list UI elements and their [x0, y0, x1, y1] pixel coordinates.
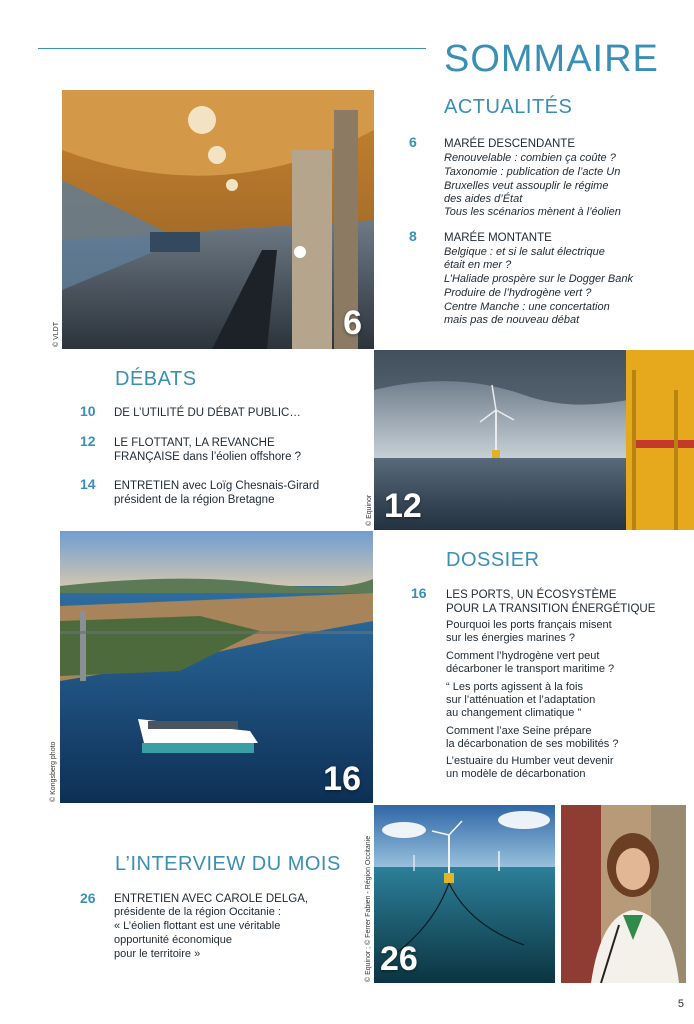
entry-heading-entretien-bretagne-line2: président de la région Bretagne	[114, 494, 275, 506]
photo-credit-turbine: © Equinor	[366, 494, 373, 526]
photo-credit-farm: © Equinor ; © Ferrer Fabien - Région Occitanie	[365, 835, 372, 982]
entry-item: Comment l’hydrogène vert peut	[446, 650, 600, 662]
entry-item: un modèle de décarbonation	[446, 768, 586, 780]
photo-page-number-airport: 6	[343, 304, 362, 342]
entry-heading-entretien-delga: ENTRETIEN AVEC CAROLE DELGA,	[114, 893, 309, 905]
entry-item: opportunité économique	[114, 934, 233, 946]
photo-airport	[62, 90, 374, 349]
entry-item: pour le territoire »	[114, 948, 201, 960]
entry-number-26: 26	[80, 890, 96, 906]
photo-floating-wind-farm	[374, 805, 555, 983]
entry-heading-flottant: LE FLOTTANT, LA REVANCHE	[114, 437, 275, 449]
photo-page-number-turbine: 12	[384, 487, 422, 525]
photo-floating-turbine	[374, 350, 694, 530]
entry-heading-entretien-bretagne: ENTRETIEN avec Loïg Chesnais-Girard	[114, 480, 320, 492]
portrait-illustration	[561, 805, 686, 983]
entry-item: Centre Manche : une concertation	[444, 301, 610, 313]
entry-item: présidente de la région Occitanie :	[114, 906, 281, 918]
entry-number-8: 8	[409, 228, 417, 244]
header-rule	[38, 48, 426, 49]
entry-heading-ports: LES PORTS, UN ÉCOSYSTÈME	[446, 589, 617, 601]
entry-heading-debat-public: DE L’UTILITÉ DU DÉBAT PUBLIC…	[114, 407, 301, 419]
photo-credit-port: © Kongsberg photo	[50, 741, 57, 802]
entry-item: L’estuaire du Humber veut devenir	[446, 755, 614, 767]
turbine-illustration	[374, 350, 694, 530]
entry-heading-maree-descendante: MARÉE DESCENDANTE	[444, 138, 575, 150]
page-title: SOMMAIRE	[444, 38, 659, 80]
section-title-debats: DÉBATS	[115, 368, 197, 390]
entry-item: la décarbonation de ses mobilités ?	[446, 738, 619, 750]
entry-item: Taxonomie : publication de l’acte Un	[444, 166, 621, 178]
entry-item: « L’éolien flottant est une véritable	[114, 920, 281, 932]
entry-item: sur l’atténuation et l’adaptation	[446, 694, 596, 706]
entry-heading-ports-line2: POUR LA TRANSITION ÉNERGÉTIQUE	[446, 603, 656, 615]
entry-heading-flottant-line2: FRANÇAISE dans l’éolien offshore ?	[114, 451, 302, 463]
entry-item: Comment l’axe Seine prépare	[446, 725, 592, 737]
entry-item: Pourquoi les ports français misent	[446, 619, 612, 631]
entry-heading-maree-montante: MARÉE MONTANTE	[444, 232, 552, 244]
entry-item: Produire de l’hydrogène vert ?	[444, 287, 592, 299]
entry-number-14: 14	[80, 476, 96, 492]
photo-credit-airport: © VLDT	[53, 322, 60, 347]
entry-item: Renouvelable : combien ça coûte ?	[444, 152, 616, 164]
entry-item: L’Haliade prospère sur le Dogger Bank	[444, 273, 633, 285]
entry-item: mais pas de nouveau débat	[444, 314, 580, 326]
entry-item: Bruxelles veut assouplir le régime	[444, 180, 609, 192]
entry-item: des aides d’État	[444, 193, 523, 205]
entry-number-16: 16	[411, 585, 427, 601]
entry-item: au changement climatique ”	[446, 707, 582, 719]
airport-illustration	[62, 90, 374, 349]
section-title-actualites: ACTUALITÉS	[444, 96, 573, 118]
section-title-dossier: DOSSIER	[446, 549, 540, 571]
photo-port	[60, 531, 373, 803]
entry-item: Belgique : et si le salut électrique	[444, 246, 605, 258]
entry-item: “ Les ports agissent à la fois	[446, 681, 583, 693]
photo-page-number-port: 16	[323, 760, 361, 798]
entry-item: était en mer ?	[444, 259, 512, 271]
photo-page-number-farm: 26	[380, 940, 418, 978]
section-title-interview: L’INTERVIEW DU MOIS	[115, 853, 341, 875]
photo-carole-delga	[561, 805, 686, 983]
entry-number-12: 12	[80, 433, 96, 449]
page-number: 5	[677, 998, 684, 1010]
entry-number-6: 6	[409, 134, 417, 150]
entry-number-10: 10	[80, 403, 96, 419]
entry-item: décarboner le transport maritime ?	[446, 663, 615, 675]
entry-item: sur les énergies marines ?	[446, 632, 576, 644]
entry-item: Tous les scénarios mènent à l’éolien	[444, 206, 621, 218]
